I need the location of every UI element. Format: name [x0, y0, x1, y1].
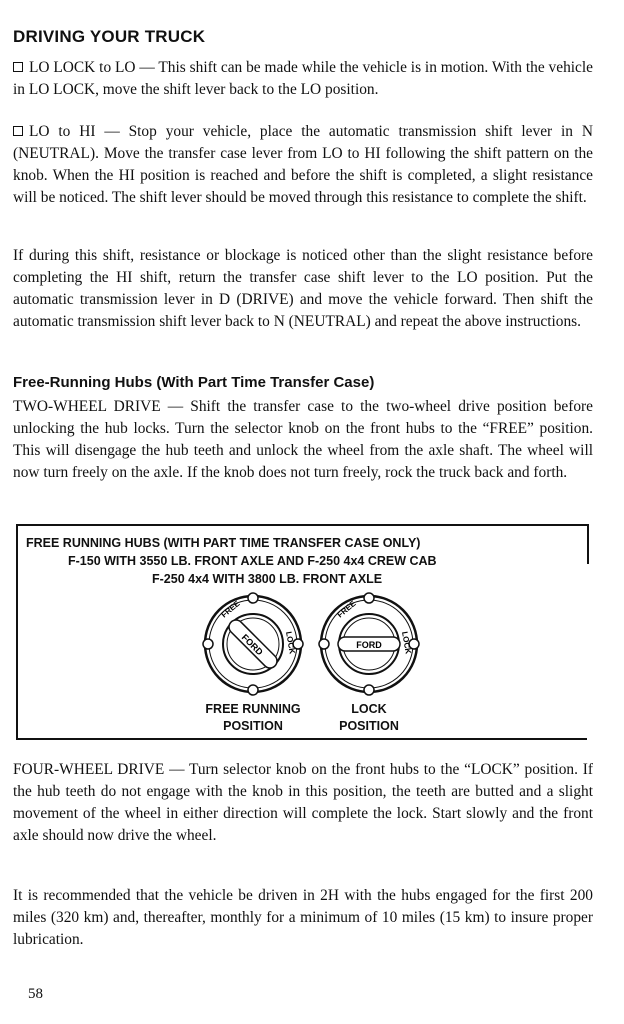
paragraph-lo-lock: LO LOCK to LO — This shift can be made while the vehicle is in motion. With the vehicle in LO LOCK, move the shift lever back to the LO position.	[13, 59, 593, 98]
lock-hub-icon	[314, 592, 424, 696]
svg-text:FORD: FORD	[239, 632, 265, 658]
svg-text:FORD: FORD	[356, 640, 382, 650]
page-number: 58	[28, 986, 43, 1002]
paragraph-resistance: If during this shift, resistance or blockage is noticed other than the slight resistance before completing the HI shift, return the transfer case shift lever to the LO position. Put the automatic transmission lever in D (DRIVE) and move the vehicle forward. Then shift the automatic transmission shift lever back to N (NEUTRAL) and repeat the above instructions.	[13, 247, 593, 330]
section-subheading: Free-Running Hubs (With Part Time Transfer Case)	[13, 374, 375, 391]
paragraph-four-wheel-drive: FOUR-WHEEL DRIVE — Turn selector knob on the front hubs to the “LOCK” position. If the hub teeth do not engage with the knob in this position, the teeth are butted and a slight movement of the wheel in either direction will complete the lock. Start slowly and the front axle should now drive the wheel.	[13, 761, 593, 844]
checkbox-square-icon	[13, 62, 23, 72]
svg-text:FREE: FREE	[335, 598, 358, 620]
svg-text:LOCK: LOCK	[400, 630, 413, 655]
figure-title: FREE RUNNING HUBS (WITH PART TIME TRANSFER CASE ONLY)	[26, 536, 421, 550]
free-hub-icon	[198, 592, 308, 696]
page-heading: DRIVING YOUR TRUCK	[13, 27, 206, 46]
svg-text:LOCK: LOCK	[284, 630, 297, 655]
svg-text:FREE: FREE	[219, 598, 242, 620]
figure-subtitle-1: F-150 WITH 3550 LB. FRONT AXLE AND F-250 4x4 CREW CAB	[68, 554, 437, 568]
checkbox-square-icon	[13, 126, 23, 136]
free-hub-caption: FREE RUNNING POSITION	[205, 702, 301, 733]
paragraph-two-wheel-drive: TWO-WHEEL DRIVE — Shift the transfer case to the two-wheel drive position before unlocking the hub locks. Turn the selector knob on the front hubs to the “FREE” position. This will disengage the hub teeth and unlock the wheel from the axle shaft. The wheel will now turn freely on the axle. If the knob does not turn freely, rock the truck back and forth.	[13, 398, 593, 481]
paragraph-recommendation: It is recommended that the vehicle be driven in 2H with the hubs engaged for the first 200 miles (320 km) and, thereafter, monthly for a minimum of 10 miles (15 km) to insure proper lubrication.	[13, 887, 593, 948]
lock-hub-caption: LOCK POSITION	[339, 702, 399, 733]
figure-subtitle-2: F-250 4x4 WITH 3800 LB. FRONT AXLE	[152, 572, 383, 586]
hub-figure	[16, 524, 587, 740]
paragraph-lo-hi: LO to HI — Stop your vehicle, place the automatic transmission shift lever in N (NEUTRAL). Move the transfer case lever from LO to HI following the shift pattern on the knob. When the HI position is reached and before the shift is completed, a slight resistance will be noticed. The shift lever should be moved through this resistance to complete the shift.	[13, 123, 593, 206]
